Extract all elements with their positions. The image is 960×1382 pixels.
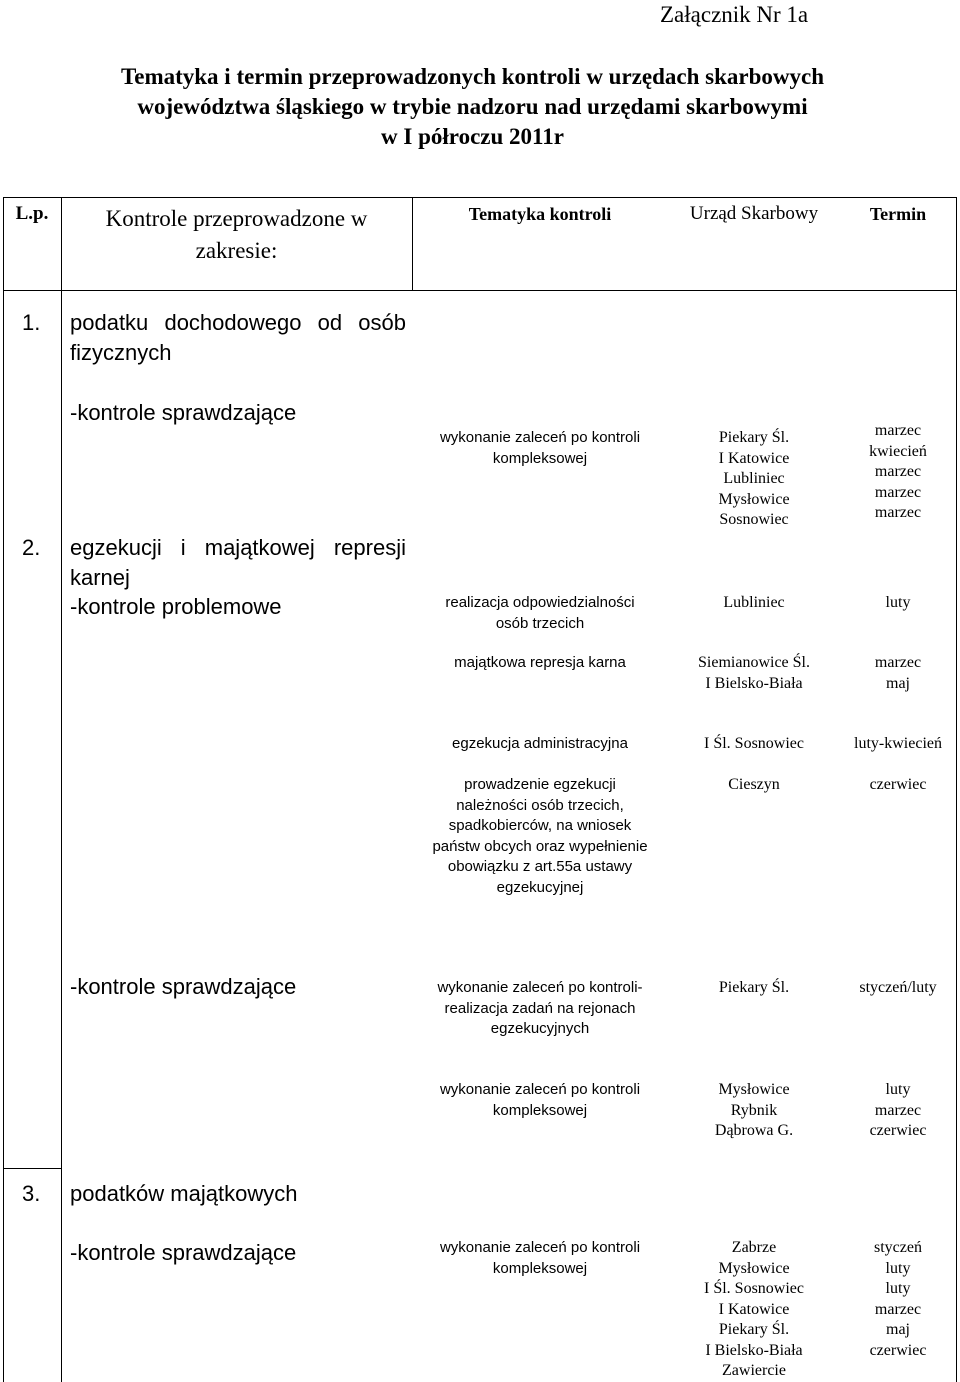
term-item: styczeń/luty xyxy=(859,979,937,996)
col-divider-1 xyxy=(61,197,62,1382)
section-2-check-2-offices xyxy=(668,1080,840,1142)
topic-line: kompleksowej xyxy=(492,449,588,467)
section-3-kind: -kontrole sprawdzające xyxy=(70,1240,297,1265)
section-2-row-4-topic xyxy=(412,775,668,898)
topic-line: wykonanie zaleceń po kontroli xyxy=(439,1239,641,1256)
term-item: luty xyxy=(885,1259,911,1277)
office-item: I Katowice xyxy=(718,449,790,467)
title-line-3: w I półroczu 2011r xyxy=(381,124,564,149)
section-2-row-2-terms xyxy=(840,653,956,694)
section-2-row-4-office xyxy=(668,775,840,796)
section-2-kind-problem: -kontrole problemowe xyxy=(70,594,282,619)
document-title xyxy=(0,62,945,152)
office-item: I Bielsko-Biała xyxy=(705,1341,803,1359)
office-item: Piekary Śl. xyxy=(718,429,790,446)
section-1-name-line-1: podatku dochodowego od osób xyxy=(70,310,406,335)
term-item: czerwiec xyxy=(869,1341,927,1359)
term-item: styczeń xyxy=(874,1239,922,1256)
term-item: czerwiec xyxy=(869,1122,927,1139)
section-2-name-line-1: egzekucji i majątkowej represji xyxy=(70,535,406,560)
term-item: marzec xyxy=(874,1300,922,1318)
section-2-check-1-term xyxy=(840,978,956,999)
header-scope xyxy=(61,203,412,267)
section-2-row-2-offices xyxy=(668,653,840,694)
header-scope-line-2: zakresie: xyxy=(195,238,278,263)
office-item: I Katowice xyxy=(718,1300,790,1318)
office-item: Cieszyn xyxy=(728,776,780,793)
office-item: I Śl. Sosnowiec xyxy=(704,735,804,752)
topic-line: obowiązku z art.55a ustawy xyxy=(447,858,633,875)
section-3-offices xyxy=(668,1238,840,1382)
section-2-row-1-topic xyxy=(412,593,668,634)
section-1-topic xyxy=(412,428,668,469)
topic-line: spadkobierców, na wniosek xyxy=(448,817,632,834)
topic-line: realizacja zadań na rejonach xyxy=(444,999,636,1017)
section-2-check-1-office xyxy=(668,978,840,999)
section-2-check-1-topic xyxy=(412,978,668,1040)
section-3-terms xyxy=(840,1238,956,1361)
section-2-row-1-term xyxy=(840,593,956,614)
table-left-border xyxy=(3,197,4,1382)
header-topic: Tematyka kontroli xyxy=(468,204,612,224)
office-item: Lubliniec xyxy=(723,594,785,611)
header-bottom-border xyxy=(3,290,957,291)
topic-line: wykonanie zaleceń po kontroli xyxy=(439,429,641,446)
office-item: I Bielsko-Biała xyxy=(705,674,803,692)
term-item: kwiecień xyxy=(869,442,927,460)
office-item: Mysłowice xyxy=(718,1259,790,1277)
term-item: luty xyxy=(885,1081,911,1098)
section-1-terms xyxy=(840,421,956,524)
topic-line: prowadzenie egzekucji xyxy=(464,776,616,793)
term-item: luty xyxy=(885,594,911,611)
header-office: Urząd Skarbowy xyxy=(689,203,819,224)
section-2-row-3-office xyxy=(668,734,840,755)
title-line-1: Tematyka i termin przeprowadzonych kontroli w urzędach skarbowych xyxy=(121,64,824,89)
section-2-name-line-2: karnej xyxy=(70,565,130,590)
header-lp: L.p. xyxy=(15,203,49,224)
office-item: Zabrze xyxy=(731,1239,777,1256)
topic-line: wykonanie zaleceń po kontroli xyxy=(439,1081,641,1098)
section-3-name: podatków majątkowych xyxy=(70,1181,298,1206)
section-2-check-2-terms xyxy=(840,1080,956,1142)
term-item: marzec xyxy=(874,483,922,501)
term-item: luty-kwiecień xyxy=(854,735,942,752)
title-line-2: województwa śląskiego w trybie nadzoru nad urzędami skarbowymi xyxy=(137,94,808,119)
term-item: marzec xyxy=(874,463,922,480)
office-item: Piekary Śl. xyxy=(718,1321,790,1338)
office-item: Dąbrowa G. xyxy=(714,1122,794,1139)
topic-line: kompleksowej xyxy=(492,1101,588,1119)
section-2-row-2-topic xyxy=(412,653,668,674)
row-divider-3 xyxy=(3,1168,61,1169)
term-item: marzec xyxy=(874,654,922,671)
topic-line: osób trzecich xyxy=(495,614,585,632)
office-item: Zawiercie xyxy=(722,1362,786,1379)
section-1-name xyxy=(70,308,406,368)
office-item: Lubliniec xyxy=(723,470,785,487)
table-right-border xyxy=(956,197,957,1382)
section-2-name xyxy=(70,533,406,593)
topic-line: kompleksowej xyxy=(492,1259,588,1277)
topic-line: państw obcych oraz wypełnienie xyxy=(432,837,648,855)
topic-line: egzekucyjnej xyxy=(496,878,584,896)
section-1-name-line-2: fizycznych xyxy=(70,340,172,365)
topic-line: należności osób trzecich, xyxy=(456,796,624,814)
term-item: marzec xyxy=(874,504,922,521)
term-item: maj xyxy=(886,674,910,692)
annex-label: Załącznik Nr 1a xyxy=(660,2,809,27)
term-item: luty xyxy=(885,1280,911,1297)
term-item: maj xyxy=(886,1321,910,1338)
term-item: marzec xyxy=(874,1101,922,1119)
table-top-border xyxy=(3,197,957,198)
section-2-row-4-term xyxy=(840,775,956,796)
topic-line: majątkowa represja karna xyxy=(454,654,626,671)
section-2-check-2-topic xyxy=(412,1080,668,1121)
section-1-offices xyxy=(668,428,840,531)
section-2-row-1-office xyxy=(668,593,840,614)
office-item: Mysłowice xyxy=(718,490,790,508)
topic-line: wykonanie zaleceń po kontroli- xyxy=(437,979,643,996)
section-2-row-3-term xyxy=(840,734,956,755)
topic-line: egzekucyjnych xyxy=(490,1020,590,1037)
section-3-number: 3. xyxy=(22,1181,41,1206)
section-2-number: 2. xyxy=(22,535,41,560)
office-item: Mysłowice xyxy=(718,1081,790,1098)
section-2-kind-check: -kontrole sprawdzające xyxy=(70,974,297,999)
header-term: Termin xyxy=(869,204,927,224)
section-2-row-3-topic xyxy=(412,734,668,755)
section-3-topic xyxy=(412,1238,668,1279)
office-item: Sosnowiec xyxy=(719,511,789,528)
office-item: Rybnik xyxy=(730,1101,778,1119)
topic-line: realizacja odpowiedzialności xyxy=(445,594,635,611)
office-item: I Śl. Sosnowiec xyxy=(704,1280,804,1297)
office-item: Piekary Śl. xyxy=(718,979,790,996)
term-item: marzec xyxy=(874,422,922,439)
term-item: czerwiec xyxy=(869,776,927,793)
section-1-kind: -kontrole sprawdzające xyxy=(70,400,297,425)
header-scope-line-1: Kontrole przeprowadzone w xyxy=(105,206,368,231)
office-item: Siemianowice Śl. xyxy=(698,654,810,671)
topic-line: egzekucja administracyjna xyxy=(452,735,628,752)
section-1-number: 1. xyxy=(22,310,41,335)
